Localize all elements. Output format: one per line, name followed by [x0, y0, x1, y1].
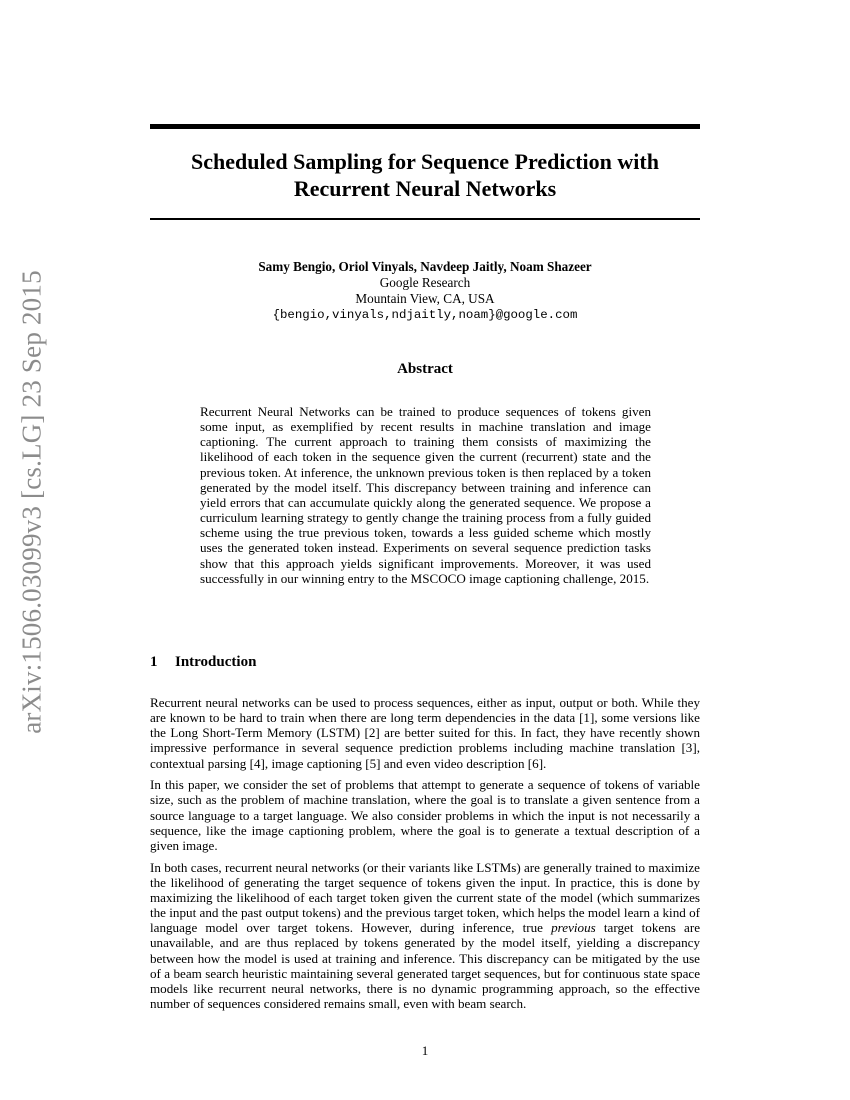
title-line-1: Scheduled Sampling for Sequence Prediction with: [191, 149, 659, 174]
intro-paragraph-3: [150, 860, 700, 1012]
abstract-text: Recurrent Neural Networks can be trained to produce sequences of tokens given some input, as exemplified by recent results in machine translation and image captioning. The current approach to training them consists of maximizing the likelihood of each token in the sequence given the current (recurrent) state and the previous token. At inference, the unknown previous token is then replaced by a token generated by the model itself. This discrepancy between training and inference can yield errors that can accumulate quickly along the generated sequence. We propose a curriculum learning strategy to gently change the training process from a fully guided scheme using the true previous token, towards a less guided scheme which mostly uses the generated token instead. Experiments on several sequence prediction tasks show that this approach yields significant improvements. Moreover, it was used successfully in our winning entry to the MSCOCO image captioning challenge, 2015.: [200, 404, 651, 586]
arxiv-identifier: arXiv:1506.03099v3 [cs.LG] 23 Sep 2015: [16, 270, 47, 734]
paper-title: [150, 148, 700, 202]
introduction-body: [150, 695, 700, 1018]
title-bottom-rule: [150, 218, 700, 220]
section-number: 1: [150, 654, 158, 670]
intro-paragraph-3-part-b: target tokens are unavailable, and are thus replaced by tokens generated by the model itself, yielding a discrepancy between how the model is used at training and inference. This discrepancy can be mitigated by the use of a beam search heuristic maintaining several generated target sequences, but for continuous state space models like recurrent neural networks, there is no dynamic programming approach, so the effective number of sequences considered remains small, even with beam search.: [150, 920, 701, 1011]
intro-paragraph-3-emphasis: previous: [551, 920, 596, 936]
title-top-rule: [150, 124, 700, 129]
author-block: [150, 259, 700, 323]
section-heading-introduction: [150, 653, 700, 671]
abstract-heading: Abstract: [397, 361, 453, 377]
author-affiliation: Google Research: [379, 275, 471, 290]
intro-paragraph-3-part-a: In both cases, recurrent neural networks (or their variants like LSTMs) are generally trained to maximize the likelihood of generating the target sequence of tokens given the input. In practice, this is done by maximizing the likelihood of each target token given the current state of the model (which summarizes the input and the past output tokens) and the previous target token, which helps the model learn a kind of language model over target tokens. However, during inference, true: [150, 859, 700, 936]
section-title: Introduction: [175, 654, 257, 670]
title-line-2: Recurrent Neural Networks: [293, 176, 557, 201]
page-number: 1: [421, 1043, 429, 1058]
intro-paragraph-1: Recurrent neural networks can be used to process sequences, either as input, output or both. While they are known to be hard to train when there are long term dependencies in the data [1], some versions like the Long Short-Term Memory (LSTM) [2] are better suited for this. In fact, they have recently shown impressive performance in several sequence prediction problems including machine translation [3], contextual parsing [4], image captioning [5] and even video description [6].: [150, 695, 700, 771]
author-location: Mountain View, CA, USA: [355, 291, 495, 306]
intro-paragraph-2: In this paper, we consider the set of problems that attempt to generate a sequence of tokens of variable size, such as the problem of machine translation, where the goal is to translate a given sentence from a source language to a target language. We also consider problems in which the input is not necessarily a sequence, like the image captioning problem, where the goal is to generate a textual description of a given image.: [150, 777, 700, 853]
author-email: {bengio,vinyals,ndjaitly,noam}@google.com: [272, 308, 578, 322]
arxiv-sidebar: [2, 270, 62, 734]
author-names: Samy Bengio, Oriol Vinyals, Navdeep Jaitly, Noam Shazeer: [258, 259, 592, 274]
